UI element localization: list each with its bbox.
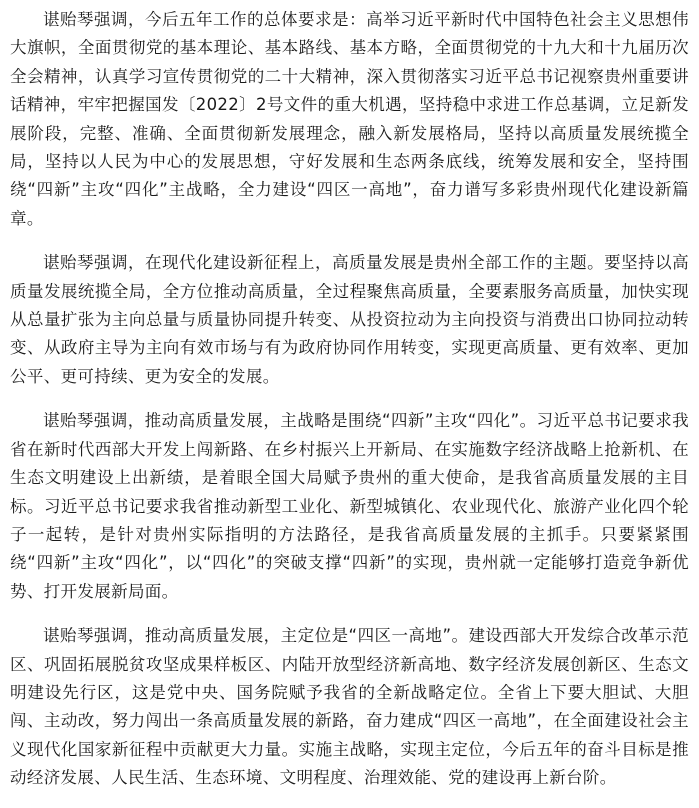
paragraph-overall-requirements: 谌贻琴强调，今后五年工作的总体要求是：高举习近平新时代中国特色社会主义思想伟大旗帜，全面贯彻党的基本理论、基本路线、基本方略，全面贯彻党的十九大和十九届历次全会精神，认真学习宣传贯彻党的二十大精神，深入贯彻落实习近平总书记视察贵州重要讲话精神，牢牢把握国发〔2022〕2号文件的重大机遇，坚持稳中求进工作总基调，立足新发展阶段，完整、准确、全面贯彻新发展理念，融入新发展格局，坚持以高质量发展统揽全局，坚持以人民为中心的发展思想，守好发展和生态两条底线，统筹发展和安全，坚持围绕“四新”主攻“四化”主战略，全力建设“四区一高地”，奋力谱写多彩贵州现代化建设新篇章。 <box>10 10 689 228</box>
paragraph-main-strategy: 谌贻琴强调，推动高质量发展，主战略是围绕“四新”主攻“四化”。习近平总书记要求我省在新时代西部大开发上闯新路、在乡村振兴上开新局、在实施数字经济战略上抢新机、在生态文明建设上出新绩，是着眼全国大局赋予贵州的重大使命，是我省高质量发展的主目标。习近平总书记要求我省推动新型工业化、新型城镇化、农业现代化、旅游产业化四个轮子一起转，是针对贵州实际指明的方法路径，是我省高质量发展的主抓手。只要紧紧围绕“四新”主攻“四化”，以“四化”的突破支撑“四新”的实现，贵州就一定能够打造竞争新优势、打开发展新局面。 <box>10 411 689 601</box>
paragraph-main-positioning: 谌贻琴强调，推动高质量发展，主定位是“四区一高地”。建设西部大开发综合改革示范区、巩固拓展脱贫攻坚成果样板区、内陆开放型经济新高地、数字经济发展创新区、生态文明建设先行区，这是党中央、国务院赋予我省的全新战略定位。全省上下要大胆试、大胆闯、主动改，努力闯出一条高质量发展的新路，奋力建成“四区一高地”，在全面建设社会主义现代化国家新征程中贡献更大力量。实施主战略，实现主定位，今后五年的奋斗目标是推动经济发展、人民生活、生态环境、文明程度、治理效能、党的建设再上新台阶。 <box>10 626 689 788</box>
paragraph-high-quality-development-theme: 谌贻琴强调，在现代化建设新征程上，高质量发展是贵州全部工作的主题。要坚持以高质量发展统揽全局，全方位推动高质量，全过程聚焦高质量，全要素服务高质量，加快实现从总量扩张为主向总量与质量协同提升转变、从投资拉动为主向投资与消费出口协同拉动转变、从政府主导为主向有效市场与有为政府协同作用转变，实现更高质量、更有效率、更加公平、更可持续、更为安全的发展。 <box>10 253 689 386</box>
